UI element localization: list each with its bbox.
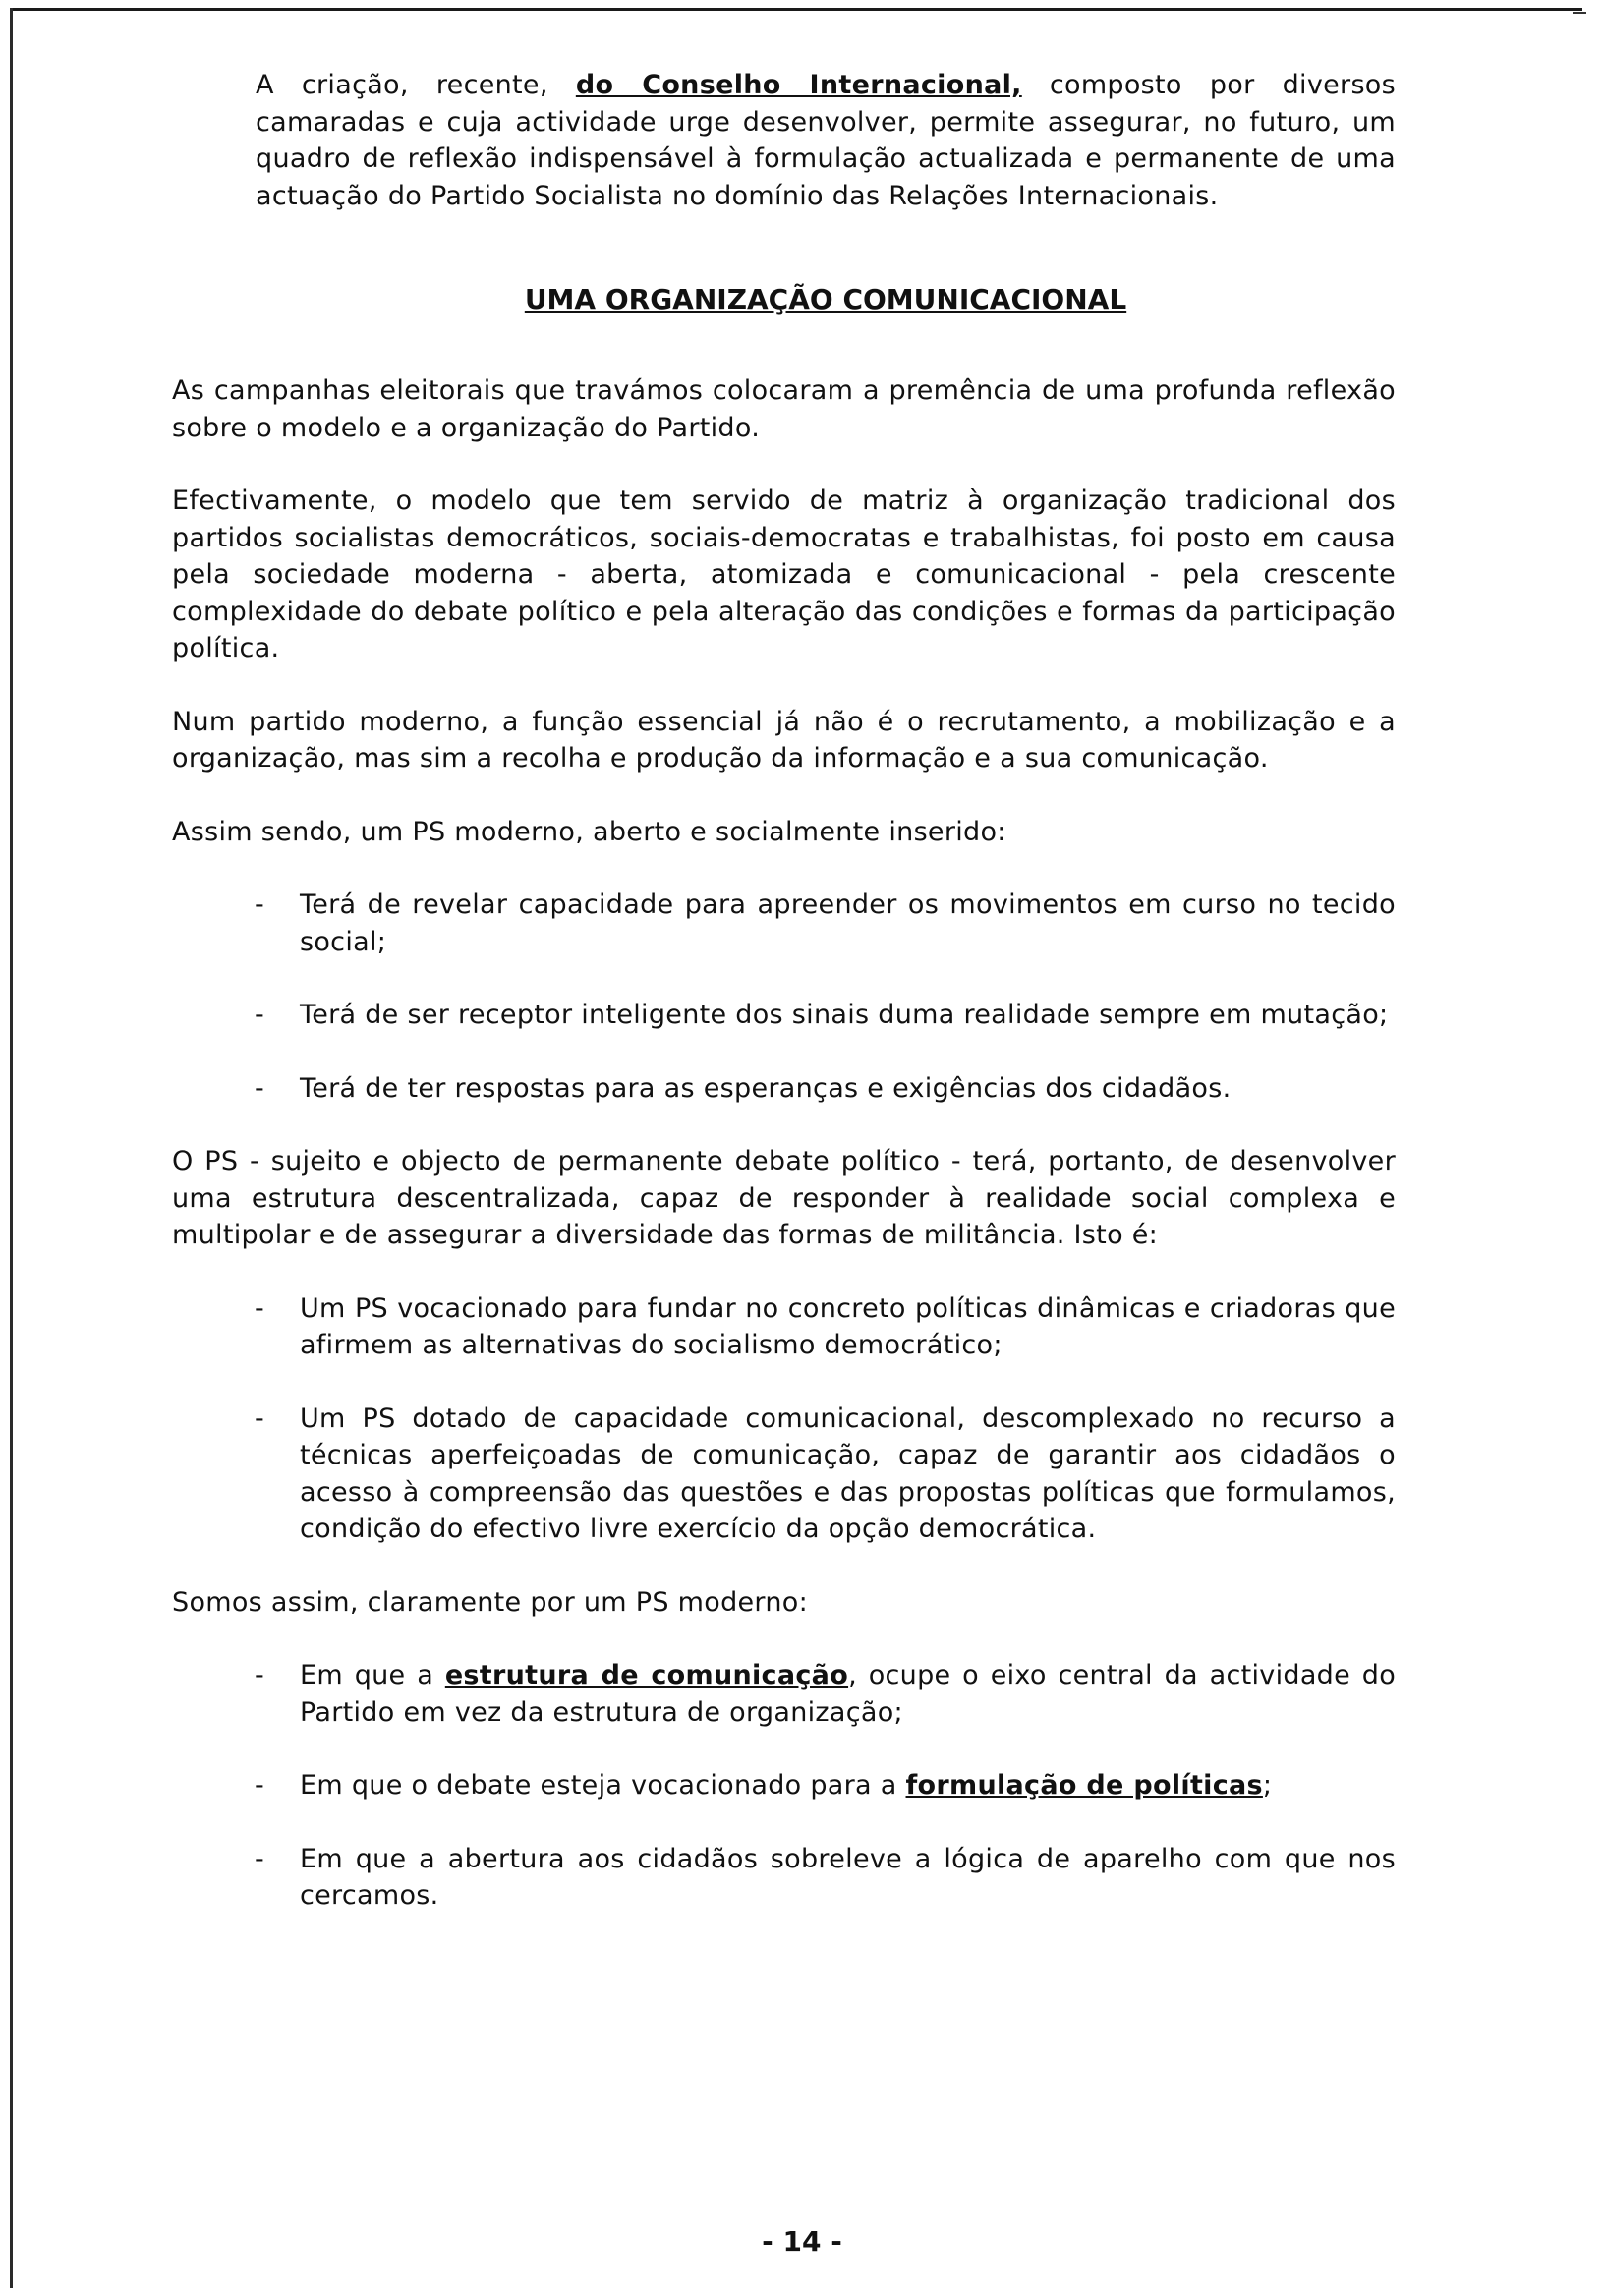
- list-item: [172, 1401, 1396, 1548]
- list-item-text: Terá de revelar capacidade para apreender os movimentos em curso no tecido social;: [300, 890, 1396, 957]
- list-item: [172, 997, 1396, 1034]
- list-item-emphasis: formulação de políticas: [905, 1770, 1263, 1801]
- capabilities-list: [172, 887, 1396, 1107]
- list-item: [172, 1291, 1396, 1364]
- paragraph-thus: Assim sendo, um PS moderno, aberto e socialmente inserido:: [172, 816, 1006, 847]
- scan-border-top: [10, 8, 1582, 11]
- list-item-text: Em que a: [300, 1660, 445, 1691]
- document-page: [172, 67, 1396, 1915]
- dash-bullet: -: [255, 1072, 265, 1104]
- list-item-text: Em que o debate esteja vocacionado para a: [300, 1770, 906, 1801]
- paragraph-campaigns: As campanhas eleitorais que travámos colocaram a premência de uma profunda reflexão sobre o modelo e a organização do Partido.: [172, 375, 1396, 443]
- list-item-text: Terá de ser receptor inteligente dos sinais duma realidade sempre em mutação;: [300, 1000, 1389, 1030]
- list-item-text: , ocupe o eixo central da actividade do Partido em vez da estrutura de organização;: [300, 1660, 1397, 1728]
- list-item-text: Terá de ter respostas para as esperanças e exigências dos cidadãos.: [300, 1072, 1232, 1104]
- list-item: [172, 1070, 1396, 1108]
- intro-text-end: composto por diversos camaradas e cuja actividade urge desenvolver, permite assegurar, no futuro, um quadro de reflexão indispensável à formulação actualizada e permanente de uma actuação do Partido Socialista no domínio das Relações Internacionais.: [256, 70, 1396, 211]
- intro-text-start: A criação, recente,: [256, 70, 576, 100]
- list-item: [172, 1767, 1396, 1805]
- intro-paragraph: [256, 67, 1396, 214]
- dash-bullet: -: [255, 1660, 265, 1691]
- scan-mark: [1573, 12, 1586, 14]
- list-item-text: Em que a abertura aos cidadãos sobreleve a lógica de aparelho com que nos cercamos.: [300, 1843, 1396, 1911]
- paragraph-modern-ps: Somos assim, claramente por um PS moderno:: [172, 1586, 808, 1618]
- paragraph-ps-structure: O PS - sujeito e objecto de permanente debate político - terá, portanto, de desenvolver uma estrutura descentralizada, capaz de responder à realidade social complexa e multipolar e de assegurar a diversidade das formas de militância. Isto é:: [172, 1146, 1396, 1250]
- section-heading: UMA ORGANIZAÇÃO COMUNICACIONAL: [524, 283, 1127, 316]
- intro-emphasis: do Conselho Internacional,: [575, 70, 1022, 100]
- list-item-text: ;: [1262, 1770, 1273, 1801]
- paragraph-modern-party: Num partido moderno, a função essencial já não é o recrutamento, a mobilização e a organização, mas sim a recolha e produção da informação e a sua comunicação.: [172, 706, 1396, 774]
- dash-bullet: -: [255, 1770, 265, 1801]
- list-item-text: Um PS dotado de capacidade comunicacional, descomplexado no recurso a técnicas aperfeiçoadas de comunicação, capaz de garantir aos cidadãos o acesso à compreensão das questões e das propostas políticas que formulamos, condição do efectivo livre exercício da opção democrática.: [300, 1403, 1396, 1544]
- list-item: [172, 1841, 1396, 1915]
- dash-bullet: -: [255, 890, 265, 920]
- list-item-text: Um PS vocacionado para fundar no concreto políticas dinâmicas e criadoras que afirmem as alternativas do socialismo democrático;: [300, 1292, 1396, 1360]
- list-item: [172, 887, 1396, 960]
- list-item-emphasis: estrutura de comunicação: [444, 1660, 849, 1691]
- list-item: [172, 1657, 1396, 1731]
- modern-ps-list: [172, 1657, 1396, 1915]
- scan-border-left: [10, 8, 13, 2288]
- paragraph-model: Efectivamente, o modelo que tem servido de matriz à organização tradicional dos partidos socialistas democráticos, sociais-democratas e trabalhistas, foi posto em causa pela sociedade moderna - aberta, atomizada e comunicacional - pela crescente complexidade do debate político e pela alteração das condições e formas da participação política.: [172, 486, 1396, 663]
- dash-bullet: -: [255, 1403, 265, 1434]
- dash-bullet: -: [255, 1843, 265, 1874]
- dash-bullet: -: [255, 1000, 265, 1030]
- page-number: - 14 -: [762, 2225, 842, 2258]
- dash-bullet: -: [255, 1292, 265, 1324]
- ps-qualities-list: [172, 1291, 1396, 1548]
